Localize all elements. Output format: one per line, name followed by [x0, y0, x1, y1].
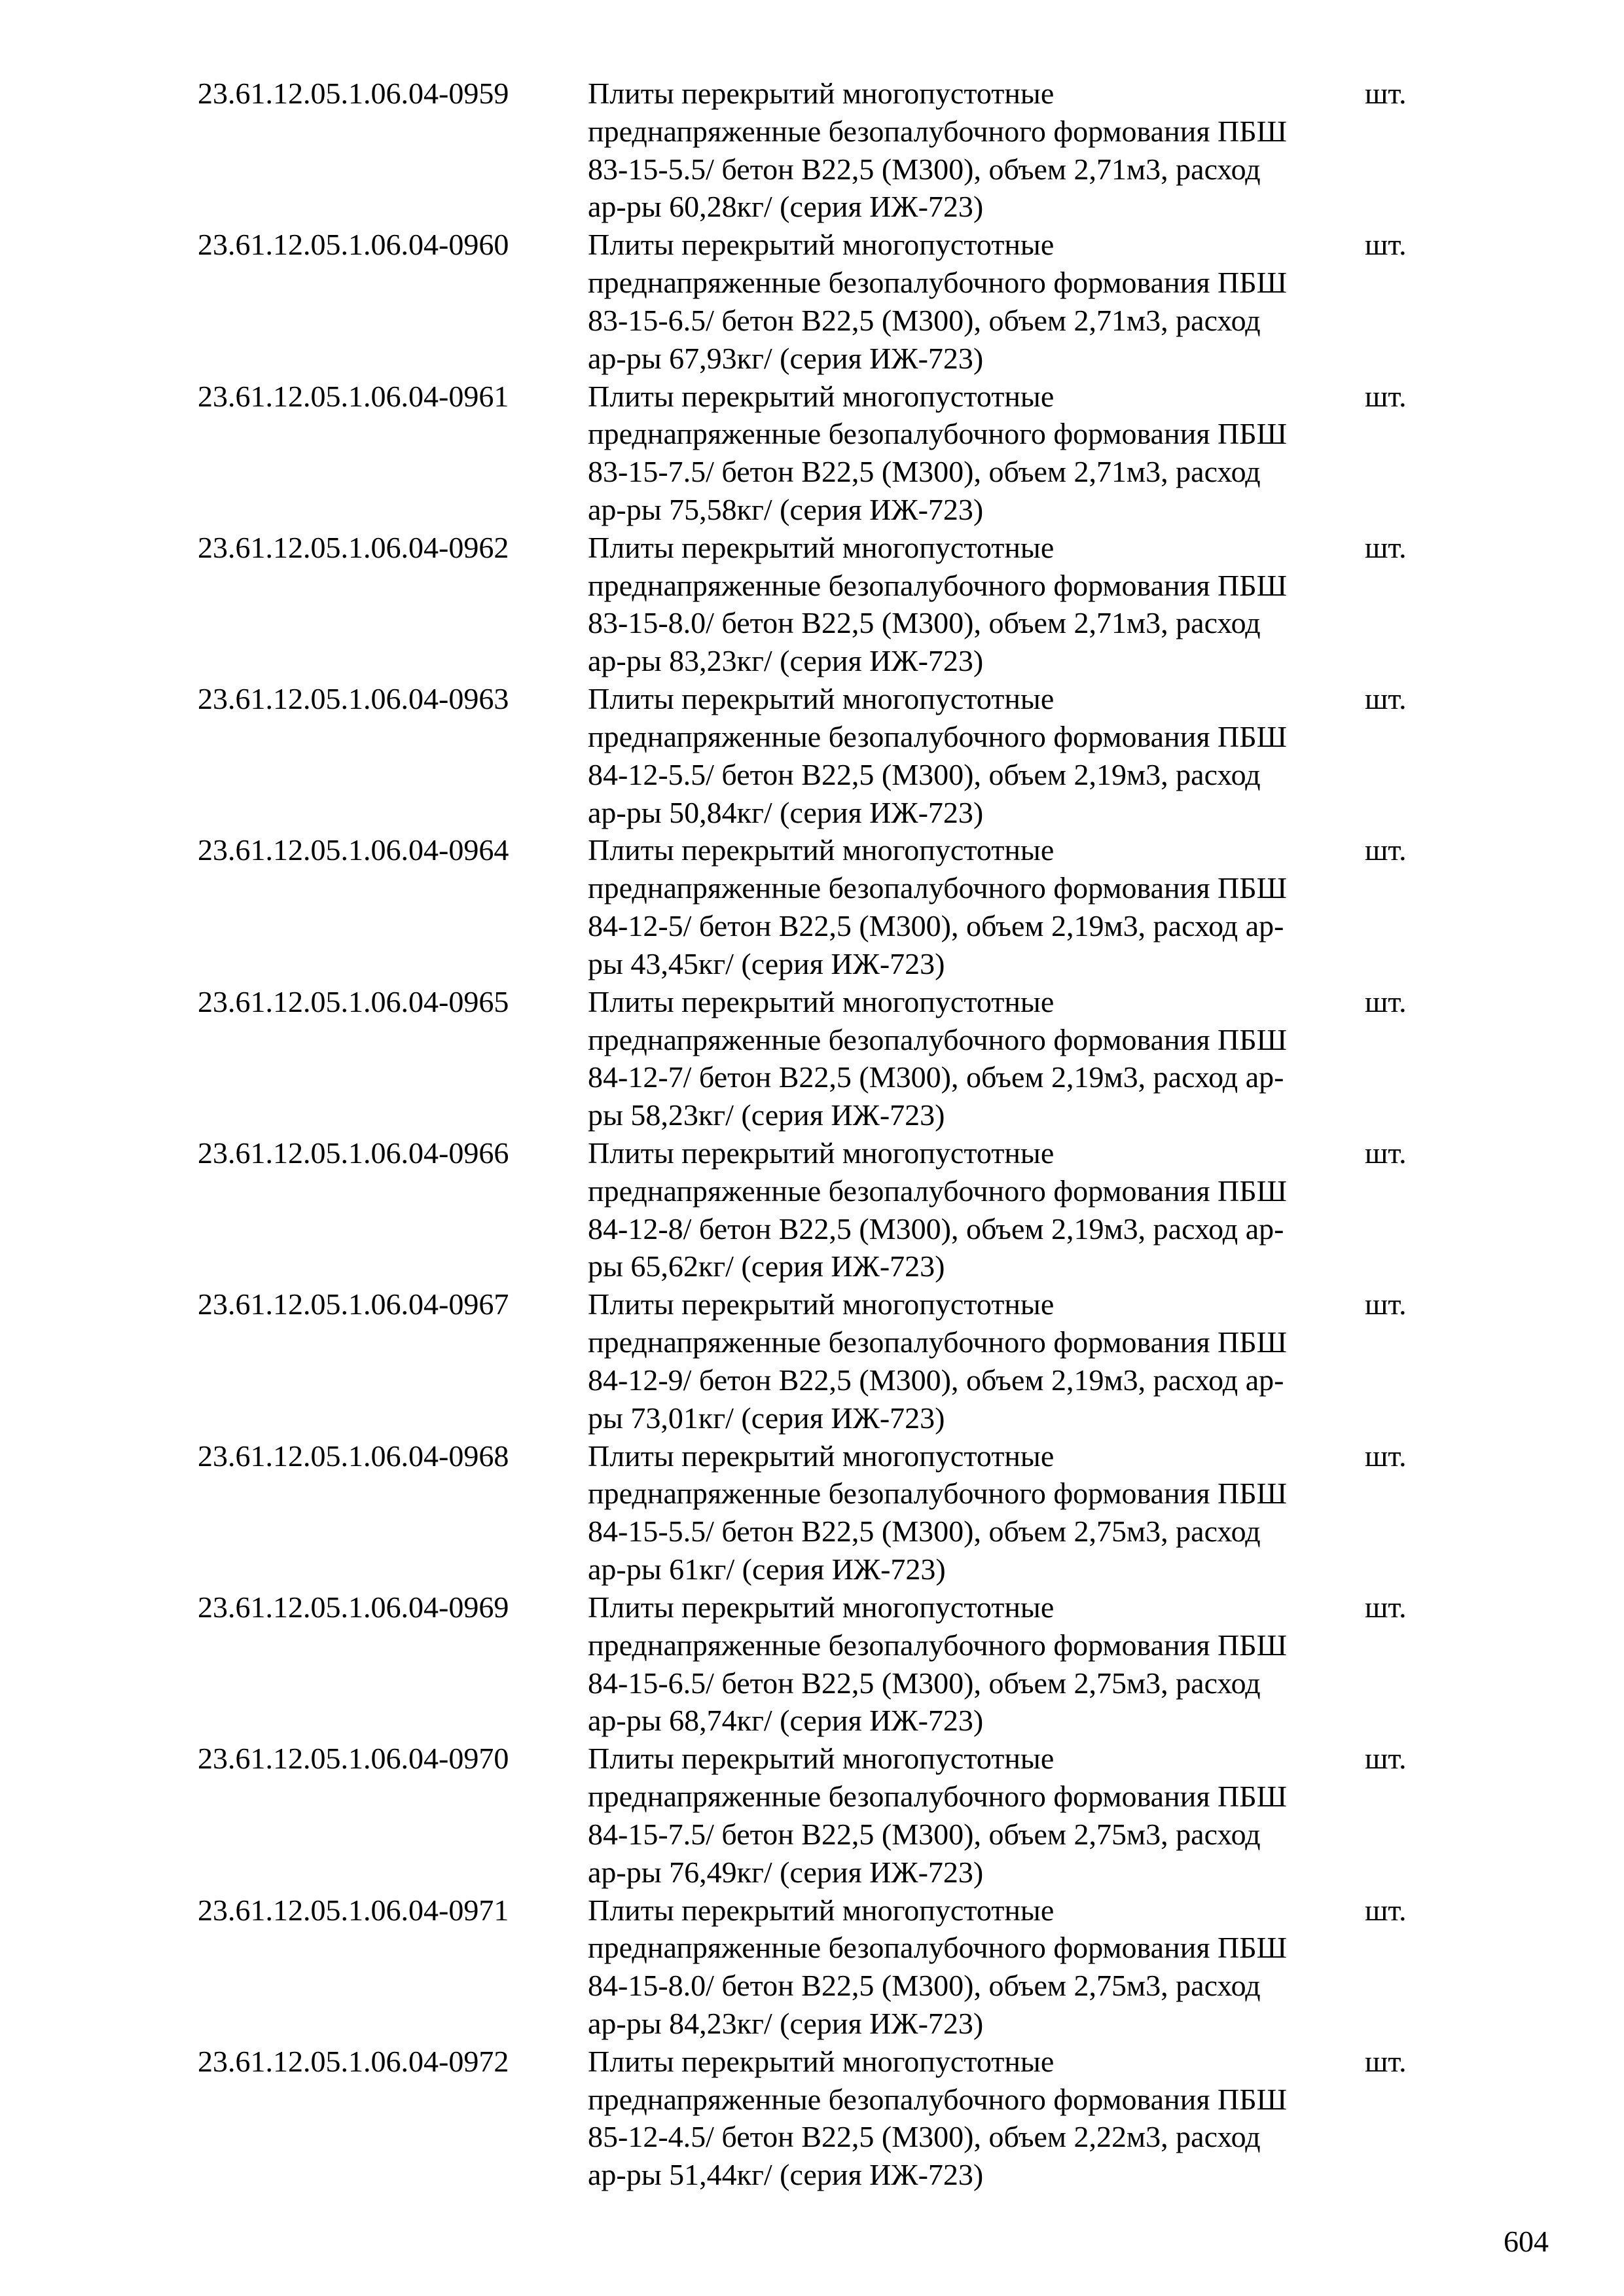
resource-unit: шт. — [1365, 682, 1407, 716]
resource-description — [588, 831, 1367, 982]
description-line: Плиты перекрытий многопустотные — [588, 77, 1055, 110]
description-line: Плиты перекрытий многопустотные — [588, 682, 1055, 716]
description-line: Плиты перекрытий многопустотные — [588, 379, 1055, 413]
description-line: преднапряженные безопалубочного формования ПБШ — [588, 114, 1288, 148]
description-line: ры 58,23кг/ (серия ИЖ-723) — [588, 1098, 945, 1132]
description-line: преднапряженные безопалубочного формования ПБШ — [588, 1325, 1288, 1359]
description-line: 83-15-5.5/ бетон В22,5 (М300), объем 2,71м3, расход — [588, 152, 1261, 186]
list-item — [0, 2043, 1624, 2194]
resource-description — [588, 75, 1367, 226]
description-line: преднапряженные безопалубочного формования ПБШ — [588, 1931, 1288, 1965]
description-line: 84-12-5.5/ бетон В22,5 (М300), объем 2,19м3, расход — [588, 757, 1261, 791]
resource-description — [588, 1892, 1367, 2043]
description-line: Плиты перекрытий многопустотные — [588, 984, 1055, 1018]
list-item — [0, 529, 1624, 680]
description-line: Плиты перекрытий многопустотные — [588, 1287, 1055, 1321]
resource-unit: шт. — [1365, 1742, 1407, 1776]
description-line: 84-12-7/ бетон В22,5 (М300), объем 2,19м3, расход ар- — [588, 1060, 1284, 1094]
resource-description — [588, 983, 1367, 1134]
resource-code: 23.61.12.05.1.06.04-0970 — [198, 1742, 509, 1776]
resource-unit: шт. — [1365, 1893, 1407, 1927]
page-number: 604 — [1504, 2225, 1549, 2258]
description-line: 84-15-6.5/ бетон В22,5 (М300), объем 2,75м3, расход — [588, 1666, 1261, 1700]
resource-code: 23.61.12.05.1.06.04-0964 — [198, 833, 509, 867]
list-item — [0, 831, 1624, 982]
description-line: ар-ры 61кг/ (серия ИЖ-723) — [588, 1552, 946, 1587]
resource-unit: шт. — [1365, 530, 1407, 564]
description-line: 84-15-7.5/ бетон В22,5 (М300), объем 2,75м3, расход — [588, 1817, 1261, 1851]
description-line: ар-ры 51,44кг/ (серия ИЖ-723) — [588, 2158, 984, 2192]
description-line: 84-15-8.0/ бетон В22,5 (М300), объем 2,75м3, расход — [588, 1969, 1261, 2003]
description-line: преднапряженные безопалубочного формования ПБШ — [588, 1477, 1288, 1511]
description-line: преднапряженные безопалубочного формования ПБШ — [588, 266, 1288, 300]
resource-code: 23.61.12.05.1.06.04-0960 — [198, 228, 509, 262]
list-item — [0, 1285, 1624, 1437]
resource-code: 23.61.12.05.1.06.04-0966 — [198, 1136, 509, 1170]
resource-unit: шт. — [1365, 833, 1407, 867]
description-line: ры 43,45кг/ (серия ИЖ-723) — [588, 946, 945, 980]
resource-code: 23.61.12.05.1.06.04-0968 — [198, 1439, 509, 1473]
description-line: Плиты перекрытий многопустотные — [588, 1136, 1055, 1170]
list-item — [0, 1740, 1624, 1891]
resource-unit: шт. — [1365, 2044, 1407, 2078]
resource-code: 23.61.12.05.1.06.04-0967 — [198, 1287, 509, 1321]
resource-unit: шт. — [1365, 1439, 1407, 1473]
resource-description — [588, 1285, 1367, 1437]
list-item — [0, 1134, 1624, 1285]
resource-code: 23.61.12.05.1.06.04-0969 — [198, 1590, 509, 1624]
resource-description — [588, 1740, 1367, 1891]
description-line: преднапряженные безопалубочного формования ПБШ — [588, 568, 1288, 602]
description-line: ар-ры 60,28кг/ (серия ИЖ-723) — [588, 190, 984, 224]
resource-unit: шт. — [1365, 1287, 1407, 1321]
description-line: Плиты перекрытий многопустотные — [588, 1439, 1055, 1473]
resource-code: 23.61.12.05.1.06.04-0971 — [198, 1893, 509, 1927]
list-item — [0, 1892, 1624, 2043]
description-line: 83-15-7.5/ бетон В22,5 (М300), объем 2,71м3, расход — [588, 455, 1261, 489]
list-item — [0, 1437, 1624, 1588]
description-line: Плиты перекрытий многопустотные — [588, 1742, 1055, 1776]
resource-code: 23.61.12.05.1.06.04-0962 — [198, 530, 509, 564]
resource-code: 23.61.12.05.1.06.04-0963 — [198, 682, 509, 716]
description-line: 84-15-5.5/ бетон В22,5 (М300), объем 2,75м3, расход — [588, 1515, 1261, 1549]
list-item — [0, 680, 1624, 831]
list-item — [0, 983, 1624, 1134]
list-item — [0, 378, 1624, 529]
resource-description — [588, 2043, 1367, 2194]
resource-unit: шт. — [1365, 379, 1407, 413]
resource-list — [0, 75, 1624, 2194]
list-item — [0, 226, 1624, 377]
description-line: 85-12-4.5/ бетон В22,5 (М300), объем 2,22м3, расход — [588, 2120, 1261, 2154]
description-line: ар-ры 68,74кг/ (серия ИЖ-723) — [588, 1704, 984, 1738]
description-line: Плиты перекрытий многопустотные — [588, 2044, 1055, 2078]
resource-unit: шт. — [1365, 1136, 1407, 1170]
description-line: ар-ры 84,23кг/ (серия ИЖ-723) — [588, 2006, 984, 2040]
description-line: преднапряженные безопалубочного формования ПБШ — [588, 1022, 1288, 1056]
resource-unit: шт. — [1365, 228, 1407, 262]
resource-code: 23.61.12.05.1.06.04-0972 — [198, 2044, 509, 2078]
description-line: преднапряженные безопалубочного формования ПБШ — [588, 871, 1288, 905]
description-line: Плиты перекрытий многопустотные — [588, 228, 1055, 262]
description-line: ар-ры 67,93кг/ (серия ИЖ-723) — [588, 341, 984, 375]
list-item — [0, 1588, 1624, 1740]
description-line: преднапряженные безопалубочного формования ПБШ — [588, 417, 1288, 451]
resource-description — [588, 680, 1367, 831]
resource-unit: шт. — [1365, 77, 1407, 110]
resource-description — [588, 1588, 1367, 1740]
resource-code: 23.61.12.05.1.06.04-0965 — [198, 984, 509, 1018]
resource-code: 23.61.12.05.1.06.04-0961 — [198, 379, 509, 413]
description-line: ры 73,01кг/ (серия ИЖ-723) — [588, 1401, 945, 1435]
description-line: преднапряженные безопалубочного формования ПБШ — [588, 1780, 1288, 1814]
description-line: ар-ры 76,49кг/ (серия ИЖ-723) — [588, 1855, 984, 1889]
resource-description — [588, 529, 1367, 680]
description-line: преднапряженные безопалубочного формования ПБШ — [588, 1174, 1288, 1208]
resource-description — [588, 1134, 1367, 1285]
description-line: Плиты перекрытий многопустотные — [588, 1590, 1055, 1624]
description-line: ар-ры 75,58кг/ (серия ИЖ-723) — [588, 492, 984, 526]
resource-code: 23.61.12.05.1.06.04-0959 — [198, 77, 509, 110]
description-line: ры 65,62кг/ (серия ИЖ-723) — [588, 1249, 945, 1283]
resource-description — [588, 226, 1367, 377]
resource-description — [588, 378, 1367, 529]
description-line: 84-12-5/ бетон В22,5 (М300), объем 2,19м3, расход ар- — [588, 909, 1284, 943]
description-line: ар-ры 50,84кг/ (серия ИЖ-723) — [588, 795, 984, 829]
list-item — [0, 75, 1624, 226]
description-line: Плиты перекрытий многопустотные — [588, 530, 1055, 564]
description-line: преднапряженные безопалубочного формования ПБШ — [588, 719, 1288, 753]
description-line: преднапряженные безопалубочного формования ПБШ — [588, 2082, 1288, 2116]
description-line: преднапряженные безопалубочного формования ПБШ — [588, 1628, 1288, 1662]
resource-unit: шт. — [1365, 984, 1407, 1018]
description-line: 83-15-8.0/ бетон В22,5 (М300), объем 2,71м3, расход — [588, 606, 1261, 640]
description-line: 84-12-8/ бетон В22,5 (М300), объем 2,19м3, расход ар- — [588, 1211, 1284, 1246]
description-line: 83-15-6.5/ бетон В22,5 (М300), объем 2,71м3, расход — [588, 303, 1261, 337]
description-line: ар-ры 83,23кг/ (серия ИЖ-723) — [588, 644, 984, 678]
resource-unit: шт. — [1365, 1590, 1407, 1624]
resource-description — [588, 1437, 1367, 1588]
description-line: Плиты перекрытий многопустотные — [588, 1893, 1055, 1927]
description-line: 84-12-9/ бетон В22,5 (М300), объем 2,19м3, расход ар- — [588, 1363, 1284, 1397]
description-line: Плиты перекрытий многопустотные — [588, 833, 1055, 867]
